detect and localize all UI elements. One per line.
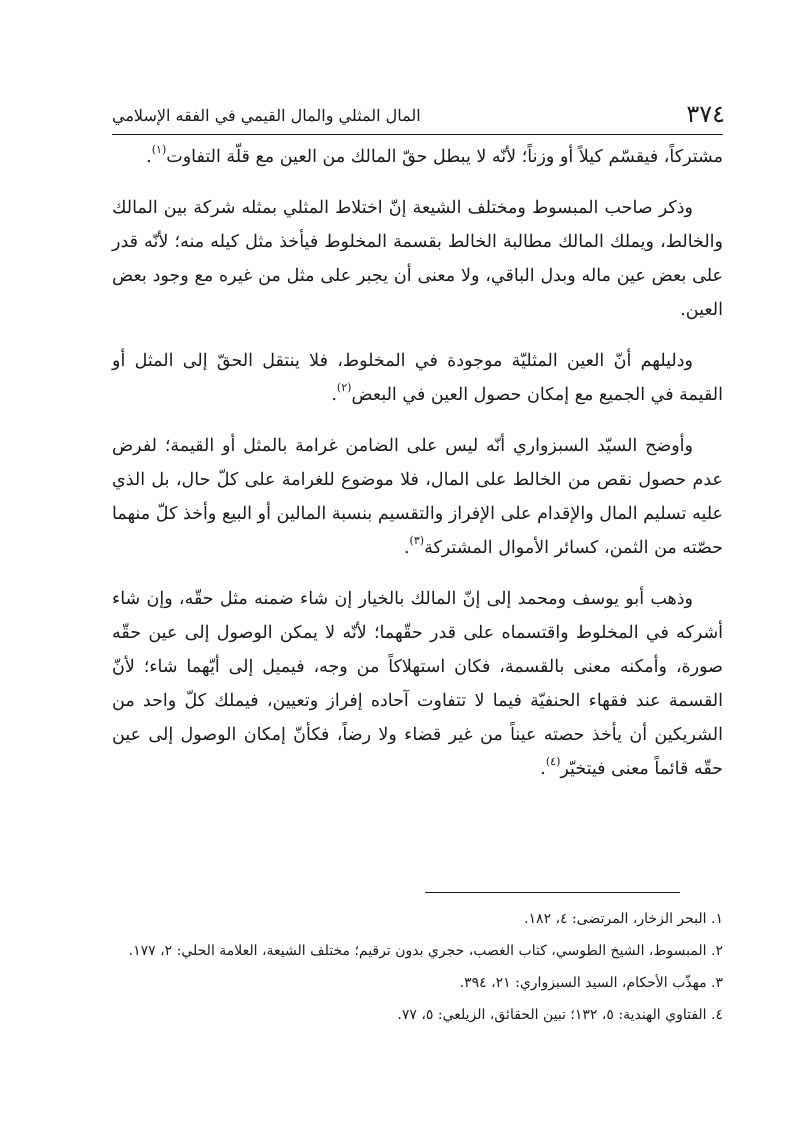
footnote-3: ٣. مهذّب الأحكام، السيد السبزواري: ٢١، ٣٩٤. <box>459 975 723 991</box>
paragraph-3 <box>112 344 723 412</box>
footnote-ref-2: (٢) <box>336 381 352 394</box>
page-number: ٣٧٤ <box>686 100 725 128</box>
running-title: المال المثلي والمال القيمي في الفقه الإسلامي <box>112 106 421 125</box>
paragraph-end: . <box>403 538 410 558</box>
main-text <box>112 140 723 803</box>
paragraph-2 <box>112 191 723 327</box>
footnote-1: ١. البحر الزخار، المرتضى: ٤، ١٨٢. <box>524 911 723 927</box>
footnote-2: ٢. المبسوط، الشيخ الطوسي، كتاب الغصب، حجري بدون ترقيم؛ مختلف الشيعة، العلامة الحلي: ٢، ١٧٧. <box>128 943 723 959</box>
paragraph-text: مشتركاً، فيقسّم كيلاً أو وزناً؛ لأنّه لا يبطل حقّ المالك من العين مع قلّة التفاوت <box>166 147 723 167</box>
paragraph-text: وذهب أبو يوسف ومحمد إلى إنّ المالك بالخيار إن شاء ضمنه مثل حقّه، وإن شاء أشركه في المخلوط واقتسماه على قدر حقّهما؛ لأنّه لا يمكن الوصول إلى عين حقّه صورة، وأمكنه معنى بالقسمة، فكان استهلاكاً من وجه، فيميل إلى أيّهما شاء؛ لأنّ القسمة عند فقهاء الحنفيّة فيما لا تتفاوت آحاده إفراز وتعيين، فيملك كلّ واحد من الشريكين أن يأخذ حصته عيناً من غير قضاء ولا رضاً، فكأنّ إمكان الوصول إلى عين حقّه قائماً معنى فيتخيّر <box>112 589 723 779</box>
footnotes <box>112 906 723 1034</box>
paragraph-end: . <box>146 147 152 167</box>
paragraph-text: ودليلهم أنّ العين المثليّة موجودة في المخلوط، فلا ينتقل الحقّ إلى المثل أو القيمة في الجميع مع إمكان حصول العين في البعض <box>112 351 723 405</box>
footnote-divider <box>425 892 680 893</box>
paragraph-text: وأوضح السيّد السبزواري أنّه ليس على الضامن غرامة بالمثل أو القيمة؛ لفرض عدم حصول نقص من الخالط على المال، فلا موضوع للغرامة على كلّ حال، بل الذي عليه تسليم المال والإقدام على الإفراز والتقسيم بنسبة المالين أو البيع وأخذ كلّ منهما حصّته من الثمن، كسائر الأموال المشتركة <box>112 436 723 558</box>
paragraph-text: وذكر صاحب المبسوط ومختلف الشيعة إنّ اختلاط المثلي بمثله شركة بين المالك والخالط، ويملك المالك مطالبة الخالط بقسمة المخلوط فيأخذ مثل كيله منه؛ لأنّه قدر على بعض عين ماله وبدل الباقي، ولا معنى أن يجبر على مثل من غيره مع وجود بعض العين. <box>112 198 723 320</box>
running-header <box>112 92 725 130</box>
paragraph-5 <box>112 582 723 786</box>
footnote-ref-1: (١) <box>151 143 167 156</box>
paragraph-1 <box>112 140 723 174</box>
footnote-ref-4: (٤) <box>545 755 561 768</box>
paragraph-end: . <box>331 385 337 405</box>
header-divider <box>112 134 723 135</box>
footnote-4: ٤. الفتاوي الهندية: ٥، ١٣٢؛ تبين الحقائق، الزيلعي: ٥، ٧٧. <box>397 1007 723 1023</box>
paragraph-4 <box>112 429 723 565</box>
paragraph-end: . <box>540 759 546 779</box>
footnote-ref-3: (٣) <box>409 534 425 547</box>
